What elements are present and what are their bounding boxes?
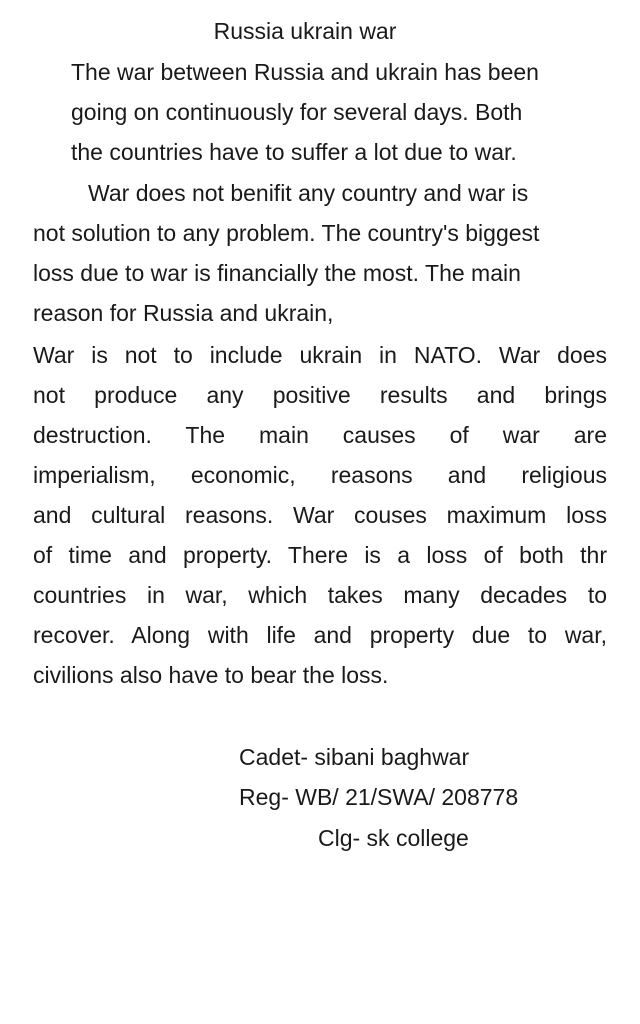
body-line: of time and property. There is a loss of both thr xyxy=(33,542,607,568)
document-title: Russia ukrain war xyxy=(213,18,397,44)
body-line: not solution to any problem. The country's biggest xyxy=(33,220,540,246)
signature-college: Clg- sk college xyxy=(318,825,469,851)
body-line: loss due to war is financially the most. The main xyxy=(33,260,521,286)
body-line: The war between Russia and ukrain has been xyxy=(71,59,539,85)
body-line: reason for Russia and ukrain, xyxy=(33,300,334,326)
body-line: civilions also have to bear the loss. xyxy=(33,662,389,688)
signature-cadet: Cadet- sibani baghwar xyxy=(239,744,470,770)
body-line: War does not benifit any country and war is xyxy=(88,180,529,206)
body-line: War is not to include ukrain in NATO. War does xyxy=(33,342,607,368)
body-line: countries in war, which takes many decades to xyxy=(33,582,607,608)
body-line: imperialism, economic, reasons and religious xyxy=(33,462,607,488)
body-line: the countries have to suffer a lot due to war. xyxy=(71,139,517,165)
body-line: destruction. The main causes of war are xyxy=(33,422,607,448)
body-line: recover. Along with life and property due to war, xyxy=(33,622,607,648)
body-line: going on continuously for several days. Both xyxy=(71,99,523,125)
body-line: not produce any positive results and brings xyxy=(33,382,607,408)
signature-registration: Reg- WB/ 21/SWA/ 208778 xyxy=(239,784,519,810)
body-line: and cultural reasons. War couses maximum loss xyxy=(33,502,607,528)
